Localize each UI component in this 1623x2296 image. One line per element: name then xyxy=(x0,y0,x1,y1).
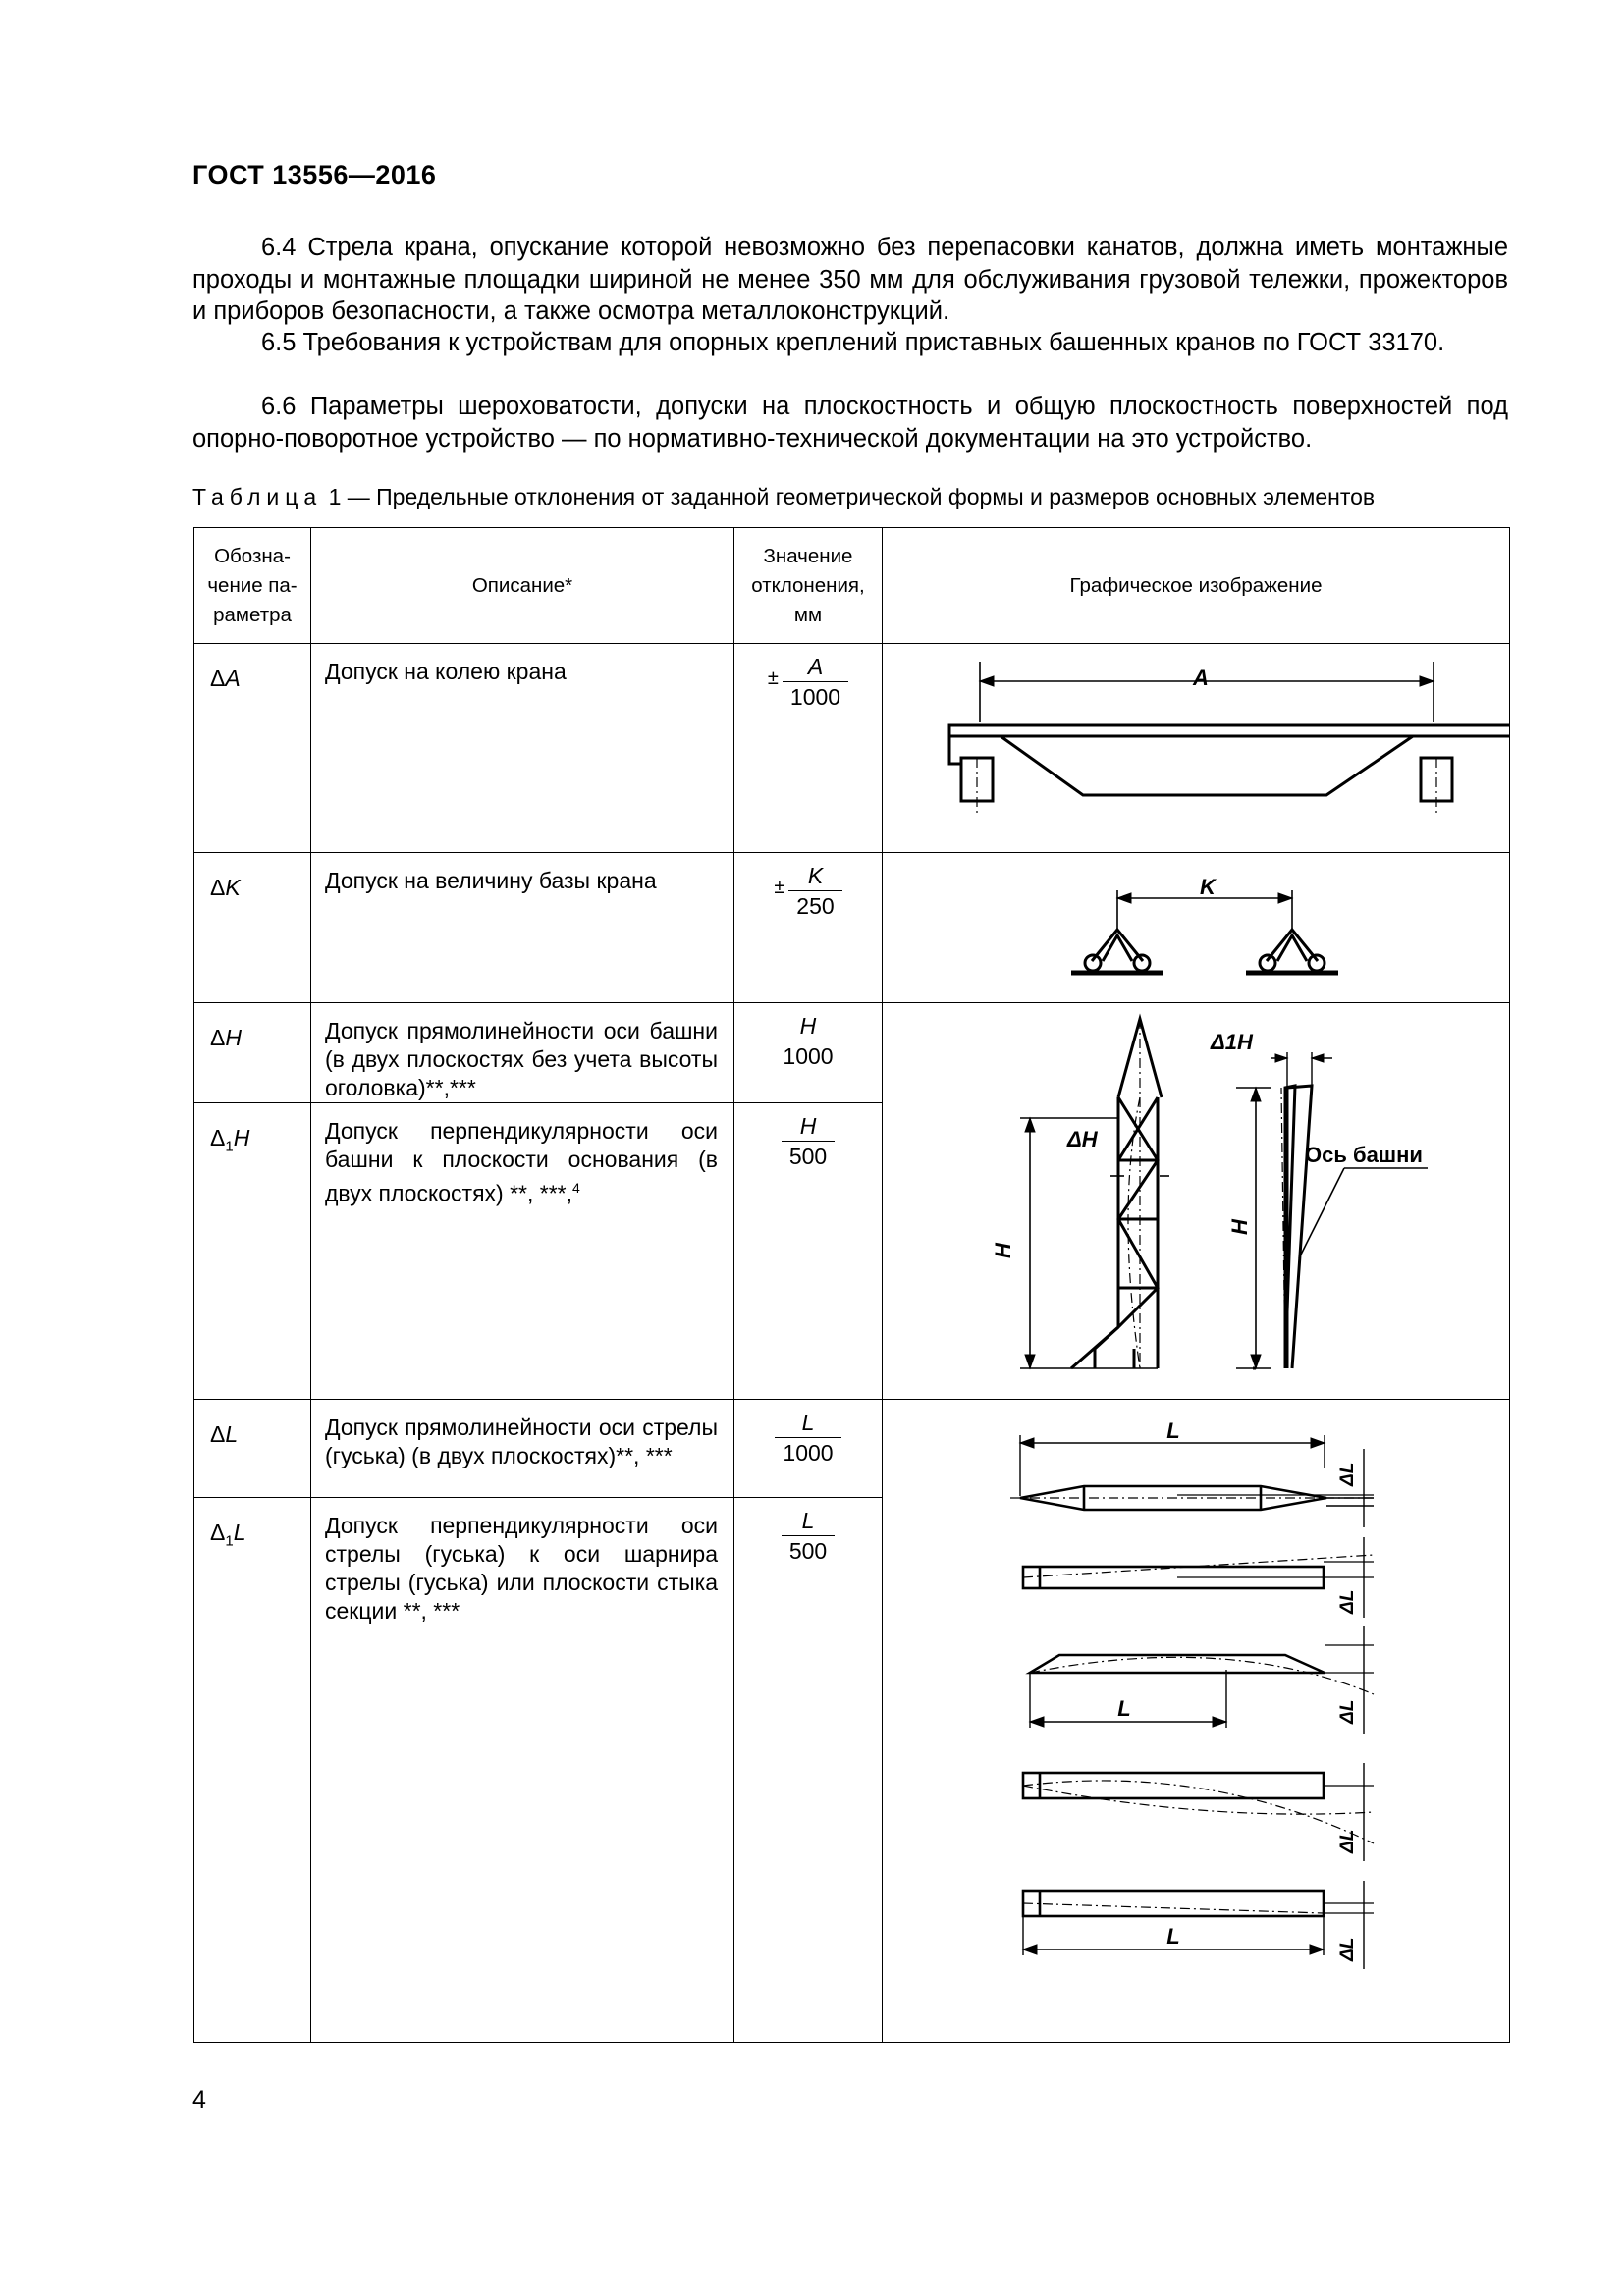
param-value: $\frac{L}{500}$ xyxy=(734,1498,883,2043)
paragraph-6-5: 6.5 Требования к устройствам для опорных креплений приставных башенных кранов по ГОСТ 33170. xyxy=(261,329,1445,356)
page-number: 4 xyxy=(192,2086,206,2113)
table-caption-text: 1 — Предельные отклонения от заданной геометрической формы и размеров основных элементов xyxy=(322,484,1376,509)
graphic-tower-axis xyxy=(883,1003,1510,1400)
param-value: ± $\frac{K}{250}$ xyxy=(734,853,883,1003)
dim-label-l-1: L xyxy=(1166,1418,1180,1443)
dim-label-dh: ΔH xyxy=(1067,1127,1098,1151)
param-description: Допуск перпендикулярности оси стрелы (гуська) к оси шарнира стрелы (гуська) или плоскости стыка секции **, *** xyxy=(311,1498,734,2043)
param-symbol: ΔH xyxy=(194,1003,311,1103)
document-code: ГОСТ 13556—2016 xyxy=(192,160,437,189)
header-value: Значение отклонения, мм xyxy=(734,528,883,644)
dim-label-k: K xyxy=(1200,875,1216,899)
dim-label-d1h: Δ1H xyxy=(1211,1030,1253,1054)
param-description: Допуск перпендикулярности оси башни к плоскости основания (в двух плоскостях) **, ***,$^4$ xyxy=(311,1103,734,1400)
dim-label-dl-5: ΔL xyxy=(1337,1937,1358,1961)
param-symbol: ΔL xyxy=(194,1400,311,1498)
param-description: Допуск на величину базы крана xyxy=(311,853,734,1003)
dim-label-a: A xyxy=(1193,666,1209,690)
dim-label-l-3: L xyxy=(1117,1696,1131,1721)
table-caption xyxy=(192,484,1375,510)
param-value: $\frac{L}{1000}$ xyxy=(734,1400,883,1498)
param-symbol: ΔK xyxy=(194,853,311,1003)
dim-label-dl-4: ΔL xyxy=(1337,1829,1358,1853)
param-symbol: $\Delta_1L$ xyxy=(194,1498,311,2043)
dim-label-l-5: L xyxy=(1166,1924,1180,1949)
table-row xyxy=(194,1003,1510,1103)
deviation-table xyxy=(193,527,1510,2043)
table-header-row xyxy=(194,528,1510,644)
graphic-crane-base xyxy=(883,853,1510,1003)
dim-label-h-left: H xyxy=(991,1243,1015,1258)
param-description: Допуск прямолинейности оси стрелы (гуська) (в двух плоскостях)**, *** xyxy=(311,1400,734,1498)
header-designation: Обозна-чение па-раметра xyxy=(194,528,311,644)
table-row xyxy=(194,853,1510,1003)
paragraph-6-4: 6.4 Стрела крана, опускание которой невозможно без перепасовки канатов, должна иметь монтажные проходы и монтажные площадки шириной не менее 350 мм для обслуживания грузовой тележки, прожекторов и приборов безопасности, а также осмотра металлоконструкций. xyxy=(192,234,1508,325)
param-description: Допуск прямолинейности оси башни (в двух плоскостях без учета высоты оголовка)**,*** xyxy=(311,1003,734,1103)
dim-label-dl-2: ΔL xyxy=(1337,1589,1358,1614)
graphic-boom-axis xyxy=(883,1400,1510,2043)
graphic-track-gauge xyxy=(883,644,1510,853)
header-graphic: Графическое изображение xyxy=(883,528,1510,644)
table-row xyxy=(194,1400,1510,1498)
table-row xyxy=(194,644,1510,853)
param-value: $\frac{H}{500}$ xyxy=(734,1103,883,1400)
table-caption-label: Таблица xyxy=(192,484,323,509)
dim-label-h-right: H xyxy=(1227,1219,1252,1235)
param-value: ± $\frac{A}{1000}$ xyxy=(734,644,883,853)
param-description: Допуск на колею крана xyxy=(311,644,734,853)
header-description: Описание* xyxy=(311,528,734,644)
param-value: $\frac{H}{1000}$ xyxy=(734,1003,883,1103)
param-symbol: $\Delta_1H$ xyxy=(194,1103,311,1400)
dim-label-dl-3: ΔL xyxy=(1337,1699,1358,1724)
tower-axis-label: Ось башни xyxy=(1305,1143,1423,1167)
paragraph-6-6: 6.6 Параметры шероховатости, допуски на плоскостность и общую плоскостность поверхностей под опорно-поворотное устройство — по нормативно-технической документации на это устройство. xyxy=(192,393,1508,453)
param-symbol: ΔA xyxy=(194,644,311,853)
dim-label-dl-1: ΔL xyxy=(1337,1462,1358,1486)
